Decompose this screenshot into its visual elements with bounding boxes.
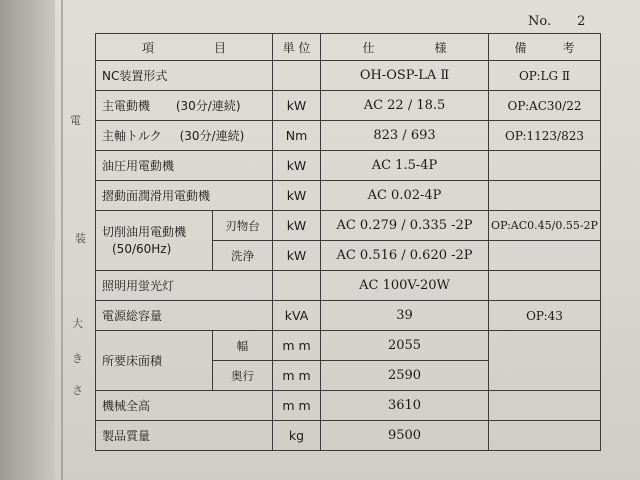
row-unit: m m xyxy=(273,361,321,391)
header-item: 項 目 xyxy=(96,34,273,61)
row-spec: 2055 xyxy=(321,331,489,361)
row-remarks: OP:AC0.45/0.55-2P xyxy=(489,211,601,241)
row-item: NC装置形式 xyxy=(96,61,273,91)
row-unit: kW xyxy=(273,211,321,241)
row-spec: OH-OSP-LA Ⅱ xyxy=(321,61,489,91)
row-subitem: 刃物台 xyxy=(213,211,273,241)
row-unit xyxy=(273,61,321,91)
row-item: 油圧用電動機 xyxy=(96,151,273,181)
row-remarks xyxy=(489,241,601,271)
row-spec: AC 1.5-4P xyxy=(321,151,489,181)
row-spec: AC 22 / 18.5 xyxy=(321,91,489,121)
row-item-label: 主軸トルク xyxy=(102,129,162,143)
row-remarks xyxy=(489,331,601,391)
row-subitem: 幅 xyxy=(213,331,273,361)
row-remarks: OP:LG Ⅱ xyxy=(489,61,601,91)
row-spec: AC 0.516 / 0.620 -2P xyxy=(321,241,489,271)
table-row xyxy=(96,181,601,211)
table-row xyxy=(96,91,601,121)
row-unit: m m xyxy=(273,331,321,361)
table-row xyxy=(96,271,601,301)
spec-table xyxy=(95,33,601,451)
side-char-4: き xyxy=(72,352,83,365)
row-spec: AC 100V-20W xyxy=(321,271,489,301)
page-number-value: 2 xyxy=(577,14,586,29)
row-item-frequency: (50/60Hz) xyxy=(112,241,172,256)
table-row xyxy=(96,211,601,241)
row-subitem: 奥行 xyxy=(213,361,273,391)
row-unit: kg xyxy=(273,421,321,451)
table-row xyxy=(96,121,601,151)
row-unit xyxy=(273,271,321,301)
row-item xyxy=(96,91,273,121)
row-spec: 39 xyxy=(321,301,489,331)
row-item: 機械全高 xyxy=(96,391,273,421)
table-row xyxy=(96,421,601,451)
row-unit: kW xyxy=(273,91,321,121)
row-item-label: 主電動機 xyxy=(102,99,151,113)
side-char-5: さ xyxy=(72,384,83,397)
row-spec: 823 / 693 xyxy=(321,121,489,151)
row-remarks xyxy=(489,181,601,211)
row-item: 照明用蛍光灯 xyxy=(96,271,273,301)
table-row xyxy=(96,61,601,91)
row-remarks xyxy=(489,391,601,421)
page-number-label: No. xyxy=(528,14,552,29)
left-page-edge xyxy=(0,0,55,480)
row-item: 所要床面積 xyxy=(96,331,213,391)
row-remarks: OP:AC30/22 xyxy=(489,91,601,121)
row-unit: m m xyxy=(273,391,321,421)
side-char-1: 電 xyxy=(70,114,81,127)
row-item-condition: (30分/連続) xyxy=(179,129,245,143)
table-header-row xyxy=(96,34,601,61)
row-remarks: OP:1123/823 xyxy=(489,121,601,151)
row-item-condition: (30分/連続) xyxy=(175,99,241,113)
page-fold-line xyxy=(61,0,63,480)
row-item xyxy=(96,121,273,151)
header-remarks: 備 考 xyxy=(489,34,601,61)
row-subitem: 洗浄 xyxy=(213,241,273,271)
row-spec: 9500 xyxy=(321,421,489,451)
table-row xyxy=(96,331,601,361)
row-spec: 3610 xyxy=(321,391,489,421)
row-spec: AC 0.279 / 0.335 -2P xyxy=(321,211,489,241)
row-item: 製品質量 xyxy=(96,421,273,451)
row-remarks xyxy=(489,271,601,301)
row-remarks xyxy=(489,151,601,181)
row-unit: kW xyxy=(273,181,321,211)
side-char-3: 大 xyxy=(72,317,83,330)
row-spec: AC 0.02-4P xyxy=(321,181,489,211)
row-remarks: OP:43 xyxy=(489,301,601,331)
table-row xyxy=(96,151,601,181)
row-item: 電源総容量 xyxy=(96,301,273,331)
row-unit: kVA xyxy=(273,301,321,331)
table-row xyxy=(96,301,601,331)
row-item: 摺動面潤滑用電動機 xyxy=(96,181,273,211)
row-spec: 2590 xyxy=(321,361,489,391)
table-row xyxy=(96,391,601,421)
row-unit: kW xyxy=(273,241,321,271)
row-unit: kW xyxy=(273,151,321,181)
header-unit: 単 位 xyxy=(273,34,321,61)
side-char-2: 装 xyxy=(75,232,86,245)
row-remarks xyxy=(489,421,601,451)
header-spec: 仕 様 xyxy=(321,34,489,61)
row-unit: Nm xyxy=(273,121,321,151)
page-number xyxy=(528,14,585,29)
row-item xyxy=(96,211,213,271)
row-item-label: 切削油用電動機 xyxy=(102,224,187,239)
